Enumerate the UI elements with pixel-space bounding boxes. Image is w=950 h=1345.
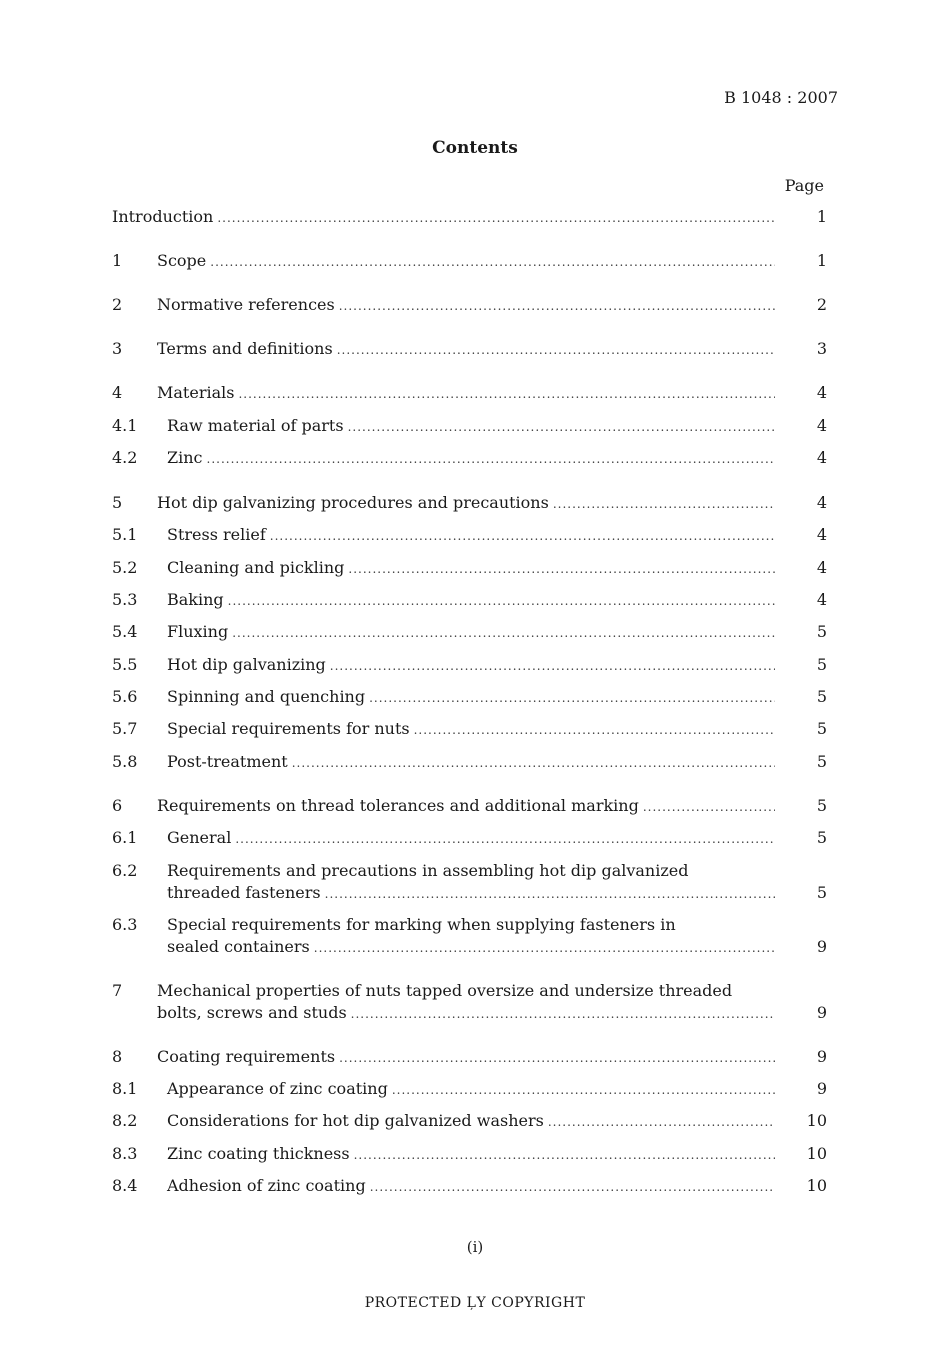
dot-leader (354, 1144, 775, 1166)
toc-entry-text-line2: sealed containers (167, 937, 310, 956)
dot-leader (370, 1176, 775, 1198)
toc-entry-number: 6.1 (112, 828, 138, 847)
toc-entry-text: Special requirements for nuts (167, 719, 410, 738)
toc-entry-text: Hot dip galvanizing procedures and precautions (157, 493, 549, 512)
toc-entry-number: 6.3 (112, 915, 138, 934)
toc-entry-text: Raw material of parts (167, 416, 344, 435)
document-code: B 1048 : 2007 (724, 88, 838, 107)
toc-entry-text-line1: Mechanical properties of nuts tapped oversize and undersize threaded (157, 981, 733, 1000)
toc-entry-number: 4.1 (112, 416, 138, 435)
toc-entry-text: Zinc (167, 448, 203, 467)
toc-entry-text: Hot dip galvanizing (167, 655, 326, 674)
toc-entry-number: 8.2 (112, 1111, 138, 1130)
toc-entry-page: 5 (816, 752, 827, 771)
toc-entry-page: 5 (816, 687, 827, 706)
toc-entry-number: 5.1 (112, 525, 138, 544)
dot-leader (643, 796, 775, 818)
toc-entry-text: Spinning and quenching (167, 687, 366, 706)
dot-leader (207, 448, 776, 470)
dot-leader (348, 416, 775, 438)
toc-entry-page: 10 (806, 1111, 827, 1130)
toc-entry-text: General (167, 828, 232, 847)
footer-page-number: (i) (466, 1238, 484, 1256)
toc-entry-text: Post-treatment (167, 752, 288, 771)
toc-entry-text-line2: bolts, screws and studs (157, 1003, 347, 1022)
toc-entry-page: 9 (816, 1047, 827, 1066)
dot-leader (339, 295, 775, 317)
toc-entry-text: Cleaning and pickling (167, 558, 345, 577)
toc-entry-page: 5 (816, 883, 827, 902)
toc-entry-page: 5 (816, 828, 827, 847)
toc-entry-page: 5 (816, 719, 827, 738)
toc-entry-text: Scope (157, 251, 207, 270)
toc-entry-number: 2 (112, 295, 123, 314)
dot-leader (325, 883, 775, 905)
dot-leader (369, 687, 775, 709)
dot-leader (292, 752, 775, 774)
toc-entry-text-line1: Requirements and precautions in assembling hot dip galvanized (167, 861, 689, 880)
toc-entry-number: 4 (112, 383, 123, 402)
dot-leader (217, 207, 775, 229)
toc-entry-page: 4 (816, 493, 827, 512)
dot-leader (232, 622, 775, 644)
toc-entry-text: Considerations for hot dip galvanized washers (167, 1111, 544, 1130)
dot-leader (270, 525, 775, 547)
toc-entry-number: 5.8 (112, 752, 138, 771)
toc-entry-text: Fluxing (167, 622, 229, 641)
dot-leader (339, 1047, 775, 1069)
toc-entry-page: 4 (816, 590, 827, 609)
toc-entry-text: Introduction (112, 207, 214, 226)
toc-entry-text: Stress relief (167, 525, 266, 544)
dot-leader (337, 339, 775, 361)
toc-entry-number: 5.2 (112, 558, 138, 577)
toc-entry-number: 8.3 (112, 1144, 138, 1163)
toc-entry-number: 5.7 (112, 719, 138, 738)
toc-entry-number: 5.4 (112, 622, 138, 641)
toc-entry-text: Appearance of zinc coating (167, 1079, 388, 1098)
toc-entry-number: 5.3 (112, 590, 138, 609)
toc-entry-page: 4 (816, 448, 827, 467)
toc-entry-page: 1 (816, 207, 827, 226)
toc-entry-text: Materials (157, 383, 235, 402)
toc-entry-number: 8 (112, 1047, 123, 1066)
toc-entry-page: 2 (816, 295, 827, 314)
toc-entry-number: 7 (112, 981, 123, 1000)
dot-leader (238, 383, 775, 405)
toc-entry-text: Baking (167, 590, 224, 609)
toc-entry-text-line2: threaded fasteners (167, 883, 321, 902)
dot-leader (228, 590, 775, 612)
dot-leader (414, 719, 775, 741)
dot-leader (548, 1111, 775, 1133)
dot-leader (314, 937, 775, 959)
toc-entry-page: 9 (816, 1003, 827, 1022)
dot-leader (210, 251, 775, 273)
dot-leader (351, 1003, 775, 1025)
toc-entry-text: Coating requirements (157, 1047, 336, 1066)
toc-entry-text: Normative references (157, 295, 335, 314)
dot-leader (392, 1079, 775, 1101)
toc-entry-number: 1 (112, 251, 123, 270)
toc-entry-page: 3 (816, 339, 827, 358)
toc-entry-number: 6 (112, 796, 123, 815)
toc-entry-page: 4 (816, 558, 827, 577)
toc-entry-page: 10 (806, 1176, 827, 1195)
page-title: Contents (432, 138, 518, 158)
toc-entry-page: 5 (816, 655, 827, 674)
dot-leader (348, 558, 775, 580)
dot-leader (330, 655, 775, 677)
toc-entry-page: 1 (816, 251, 827, 270)
toc-entry-text: Zinc coating thickness (167, 1144, 350, 1163)
toc-entry-number: 4.2 (112, 448, 138, 467)
toc-entry-number: 6.2 (112, 861, 138, 880)
toc-entry-number: 5 (112, 493, 123, 512)
toc-entry-number: 8.1 (112, 1079, 138, 1098)
toc-entry-page: 9 (816, 1079, 827, 1098)
toc-entry-number: 5.6 (112, 687, 138, 706)
toc-entry-number: 3 (112, 339, 123, 358)
toc-entry-page: 5 (816, 796, 827, 815)
page-column-label: Page (784, 176, 824, 195)
toc-entry-text: Requirements on thread tolerances and additional marking (157, 796, 639, 815)
toc-entry-page: 5 (816, 622, 827, 641)
toc-entry-number: 8.4 (112, 1176, 138, 1195)
toc-entry-page: 4 (816, 416, 827, 435)
dot-leader (553, 493, 775, 515)
toc-entry-page: 9 (816, 937, 827, 956)
dot-leader (235, 828, 775, 850)
copyright-notice: PROTECTED ĻY COPYRIGHT (364, 1295, 586, 1311)
toc-entry-page: 4 (816, 525, 827, 544)
toc-entry-number: 5.5 (112, 655, 138, 674)
toc-entry-page: 4 (816, 383, 827, 402)
toc-entry-text: Terms and definitions (157, 339, 333, 358)
toc-entry-page: 10 (806, 1144, 827, 1163)
toc-entry-text: Adhesion of zinc coating (167, 1176, 366, 1195)
toc-entry-text-line1: Special requirements for marking when supplying fasteners in (167, 915, 676, 934)
